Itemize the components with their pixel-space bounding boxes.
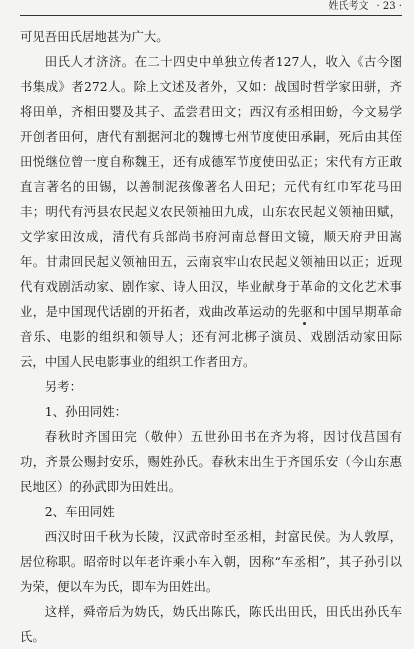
paragraph: 西汉时田千秋为长陵，汉武帝时至丞相，封富民侯。为人敦厚，居位称职。昭帝时以年老许乘小车入朝，因称“车丞相”，其子孙引以为荣，便以车为氏，即车为田姓出。 (20, 529, 402, 594)
paragraph: 可见吾田氏居地甚为广大。 (20, 29, 169, 44)
page-body (20, 24, 402, 649)
paragraph: 另考： (44, 379, 82, 394)
running-header (329, 0, 402, 14)
stray-mark (303, 322, 306, 325)
header-title: 姓氏考文 (328, 1, 369, 12)
header-rule (20, 15, 402, 16)
paragraph: 这样，舜帝后为妫氏，妫氏出陈氏，陈氏出田氏，田氏出孙氏车氏。 (20, 604, 402, 644)
paragraph: 春秋时齐国田完（敬仲）五世孙田书在齐为将，因讨伐莒国有功，齐景公赐封安乐，赐姓孙氏。春秋末出生于齐国乐安（今山东惠民地区）的孙武即为田姓出。 (20, 429, 402, 494)
section-heading: 1、孙田同姓： (44, 404, 128, 419)
section-heading: 2、车田同姓 (44, 504, 115, 519)
paragraph: 田氏人才济济。在二十四史中单独立传者127人，收入《古今图书集成》者272人。除上文述及者外，又如：战国时哲学家田骈，齐将田单，齐相田婴及其子、孟尝君田文；西汉有丞相田蚡，今文易学开创者田何，唐代有割据河北的魏博七州节度使田承嗣，死后由其侄田悦继位曾一度自称魏王，还有成德军节度使田弘正；宋代有方正敢直言著名的田锡，以善制泥孩像著名人田玘；元代有红巾军花马田丰；明代有沔县农民起义农民领袖田九成，山东农民起义领袖田赋，文学家田汝成，清代有兵部尚书府河南总督田文镜，顺天府尹田嵩年。甘肃回民起义领袖田五，云南哀牢山农民起义领袖田以正；近现代有戏剧活动家、剧作家、诗人田汉，毕业献身于革命的文化艺术事业，是中国现代话剧的开拓者，戏曲改革运动的先驱和中国早期革命音乐、电影的组织和领导人；还有河北梆子演员、戏剧活动家田际云，中国人民电影事业的组织工作者田方。 (20, 54, 402, 369)
page-number: · 23 · (376, 1, 402, 12)
